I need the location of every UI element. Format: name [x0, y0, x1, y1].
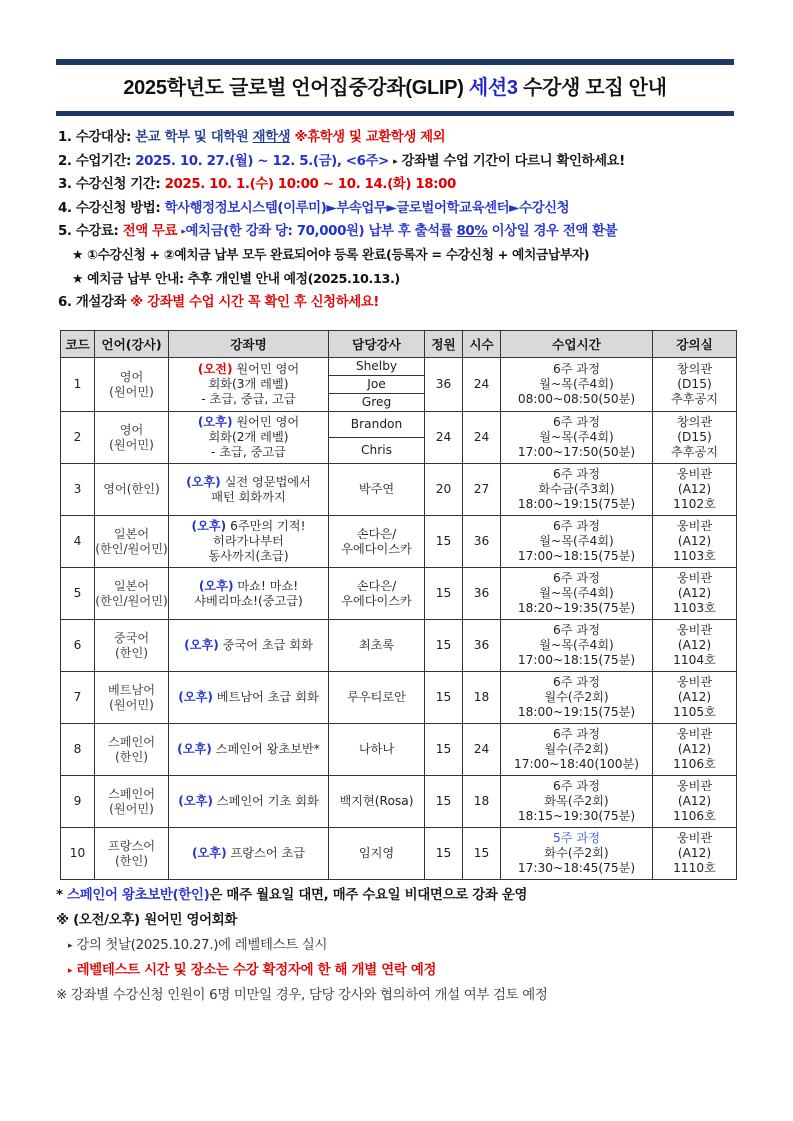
- triangle-bullet-icon: ▸: [181, 227, 186, 238]
- item-fee: 5. 수강료: 전액 무료 ▸예치금(한 강좌 당: 70,000원) 납부 후 출석률 80% 이상일 경우 전액 환불: [58, 224, 618, 240]
- cell-teacher: 손다은/ 우에다이스카: [329, 568, 425, 620]
- table-row: [61, 568, 737, 620]
- course-table: [60, 330, 737, 880]
- col-header: 수업시간: [501, 331, 653, 358]
- cell-teacher: 루우티로안: [329, 672, 425, 724]
- cell-capacity: 15: [425, 620, 463, 672]
- cell-code: 1: [61, 358, 95, 412]
- col-header: 정원: [425, 331, 463, 358]
- table-row: [61, 412, 737, 438]
- note-level-contact: ▸ 레벨테스트 시간 및 장소는 수강 확정자에 한 해 개별 연락 예정: [68, 963, 437, 978]
- cell-code: 10: [61, 828, 95, 880]
- table-header-row: [61, 331, 737, 358]
- note-min-enrollment: ※ 강좌별 수강신청 인원이 6명 미만일 경우, 담당 강사와 협의하여 개설 여부 검토 예정: [56, 988, 548, 1003]
- cell-capacity: 15: [425, 776, 463, 828]
- table-row: [61, 516, 737, 568]
- title-session: 세션3: [468, 77, 518, 99]
- item-star1: ★ ①수강신청 + ②예치금 납부 모두 완료되어야 등록 완료(등록자 = 수강신청 + 예치금납부자): [72, 247, 590, 263]
- cell-room: 웅비관 (A12) 1103호: [653, 568, 737, 620]
- cell-schedule: 6주 과정 월~목(주4회) 17:00~18:15(75분): [501, 516, 653, 568]
- cell-language: 영어 (원어민): [95, 412, 169, 464]
- cell-language: 프랑스어 (한인): [95, 828, 169, 880]
- page-title: [56, 66, 734, 110]
- cell-hours: 24: [463, 412, 501, 464]
- cell-schedule: 6주 과정 화목(주2회) 18:15~19:30(75분): [501, 776, 653, 828]
- note-level-test: ▸ 강의 첫날(2025.10.27.)에 레벨테스트 실시: [68, 938, 328, 953]
- title-bottom-rule: [56, 111, 734, 116]
- title-rest: 수강생 모집 안내: [523, 77, 667, 99]
- cell-hours: 18: [463, 776, 501, 828]
- note-english: ※ (오전/오후) 원어민 영어회화: [56, 913, 238, 928]
- cell-course-name: (오후) 원어민 영어 회화(2개 레벨) - 초급, 중고급: [169, 412, 329, 464]
- cell-hours: 15: [463, 828, 501, 880]
- cell-hours: 18: [463, 672, 501, 724]
- cell-capacity: 15: [425, 672, 463, 724]
- cell-schedule: 6주 과정 월수(주2회) 17:00~18:40(100분): [501, 724, 653, 776]
- cell-course-name: (오후) 스페인어 기초 회화: [169, 776, 329, 828]
- cell-course-name: (오후) 중국어 초급 회화: [169, 620, 329, 672]
- cell-language: 중국어 (한인): [95, 620, 169, 672]
- cell-code: 4: [61, 516, 95, 568]
- cell-teacher: Shelby: [329, 358, 425, 376]
- cell-capacity: 15: [425, 828, 463, 880]
- cell-schedule: 6주 과정 월수(주2회) 18:00~19:15(75분): [501, 672, 653, 724]
- cell-room: 웅비관 (A12) 1110호: [653, 828, 737, 880]
- col-header: 코드: [61, 331, 95, 358]
- item-star2: ★ 예치금 납부 안내: 추후 개인별 안내 예정(2025.10.13.): [72, 271, 400, 287]
- item-courses: 6. 개설강좌 ※ 강좌별 수업 시간 꼭 확인 후 신청하세요!: [58, 295, 380, 311]
- title-top-rule: [56, 59, 734, 65]
- cell-hours: 36: [463, 516, 501, 568]
- table-row: [61, 776, 737, 828]
- cell-course-name: (오전) 원어민 영어 회화(3개 레벨) - 초급, 중급, 고급: [169, 358, 329, 412]
- cell-course-name: (오후) 프랑스어 초급: [169, 828, 329, 880]
- col-header: 시수: [463, 331, 501, 358]
- cell-room: 창의관 (D15) 추후공지: [653, 412, 737, 464]
- cell-room: 창의관 (D15) 추후공지: [653, 358, 737, 412]
- cell-room: 웅비관 (A12) 1106호: [653, 724, 737, 776]
- cell-course-name: (오후) 스페인어 왕초보반*: [169, 724, 329, 776]
- cell-hours: 27: [463, 464, 501, 516]
- cell-course-name: (오후) 실전 영문법에서 패턴 회화까지: [169, 464, 329, 516]
- triangle-bullet-icon: ▸: [68, 966, 73, 976]
- cell-capacity: 15: [425, 568, 463, 620]
- cell-room: 웅비관 (A12) 1104호: [653, 620, 737, 672]
- cell-room: 웅비관 (A12) 1106호: [653, 776, 737, 828]
- table-row: [61, 620, 737, 672]
- cell-code: 5: [61, 568, 95, 620]
- cell-code: 2: [61, 412, 95, 464]
- cell-capacity: 15: [425, 516, 463, 568]
- cell-capacity: 15: [425, 724, 463, 776]
- cell-language: 영어(한인): [95, 464, 169, 516]
- cell-teacher: 임지영: [329, 828, 425, 880]
- note-spanish: * 스페인어 왕초보반(한인)은 매주 월요일 대면, 매주 수요일 비대면으로 강좌 운영: [56, 888, 528, 903]
- cell-teacher: 최초록: [329, 620, 425, 672]
- cell-code: 6: [61, 620, 95, 672]
- cell-capacity: 20: [425, 464, 463, 516]
- triangle-bullet-icon: ▸: [68, 941, 73, 951]
- title-main: 2025학년도 글로벌 언어집중강좌(GLIP): [123, 77, 464, 99]
- cell-schedule: 6주 과정 월~목(주4회) 17:00~18:15(75분): [501, 620, 653, 672]
- cell-teacher: 손다은/ 우에다이스카: [329, 516, 425, 568]
- item-method: 4. 수강신청 방법: 학사행정정보시스템(이루미)►부속업무►글로벌어학교육센터►수강신청: [58, 200, 570, 216]
- cell-room: 웅비관 (A12) 1105호: [653, 672, 737, 724]
- cell-code: 7: [61, 672, 95, 724]
- cell-teacher: Chris: [329, 438, 425, 464]
- cell-room: 웅비관 (A12) 1103호: [653, 516, 737, 568]
- triangle-bullet-icon: ▸: [393, 156, 398, 167]
- cell-language: 스페인어 (원어민): [95, 776, 169, 828]
- col-header: 강의실: [653, 331, 737, 358]
- cell-room: 웅비관 (A12) 1102호: [653, 464, 737, 516]
- cell-code: 8: [61, 724, 95, 776]
- cell-schedule: 6주 과정 화수금(주3회) 18:00~19:15(75분): [501, 464, 653, 516]
- table-row: [61, 724, 737, 776]
- cell-language: 베트남어 (원어민): [95, 672, 169, 724]
- cell-schedule: 6주 과정 월~목(주4회) 08:00~08:50(50분): [501, 358, 653, 412]
- cell-capacity: 24: [425, 412, 463, 464]
- cell-hours: 36: [463, 620, 501, 672]
- col-header: 언어(강사): [95, 331, 169, 358]
- cell-schedule: 6주 과정 월~목(주4회) 18:20~19:35(75분): [501, 568, 653, 620]
- cell-code: 3: [61, 464, 95, 516]
- table-row: [61, 464, 737, 516]
- cell-hours: 36: [463, 568, 501, 620]
- cell-teacher: Greg: [329, 394, 425, 412]
- info-list: [58, 126, 758, 315]
- cell-course-name: (오후) 베트남어 초급 회화: [169, 672, 329, 724]
- item-apply-period: 3. 수강신청 기간: 2025. 10. 1.(수) 10:00 ~ 10. 14.(화) 18:00: [58, 177, 456, 193]
- cell-schedule: 6주 과정 월~목(주4회) 17:00~17:50(50분): [501, 412, 653, 464]
- cell-schedule: 5주 과정 화수(주2회) 17:30~18:45(75분): [501, 828, 653, 880]
- cell-language: 일본어 (한인/원어민): [95, 568, 169, 620]
- cell-capacity: 36: [425, 358, 463, 412]
- cell-language: 영어 (원어민): [95, 358, 169, 412]
- cell-language: 일본어 (한인/원어민): [95, 516, 169, 568]
- item-period: 2. 수업기간: 2025. 10. 27.(월) ~ 12. 5.(금), <6주> ▸ 강좌별 수업 기간이 다르니 확인하세요!: [58, 153, 625, 169]
- item-target: 1. 수강대상: 본교 학부 및 대학원 재학생 ※휴학생 및 교환학생 제외: [58, 130, 446, 145]
- cell-course-name: (오후) 마쇼! 마쇼! 샤베리마쇼!(중고급): [169, 568, 329, 620]
- table-row: [61, 672, 737, 724]
- cell-teacher: 나하나: [329, 724, 425, 776]
- cell-hours: 24: [463, 358, 501, 412]
- col-header: 담당강사: [329, 331, 425, 358]
- cell-course-name: (오후) 6주만의 기적! 히라가나부터 동사까지(초급): [169, 516, 329, 568]
- cell-teacher: Joe: [329, 376, 425, 394]
- table-row: [61, 358, 737, 376]
- cell-teacher: Brandon: [329, 412, 425, 438]
- col-header: 강좌명: [169, 331, 329, 358]
- cell-language: 스페인어 (한인): [95, 724, 169, 776]
- cell-code: 9: [61, 776, 95, 828]
- cell-hours: 24: [463, 724, 501, 776]
- notes: [56, 883, 776, 1008]
- cell-teacher: 백지현(Rosa): [329, 776, 425, 828]
- cell-teacher: 박주연: [329, 464, 425, 516]
- table-row: [61, 828, 737, 880]
